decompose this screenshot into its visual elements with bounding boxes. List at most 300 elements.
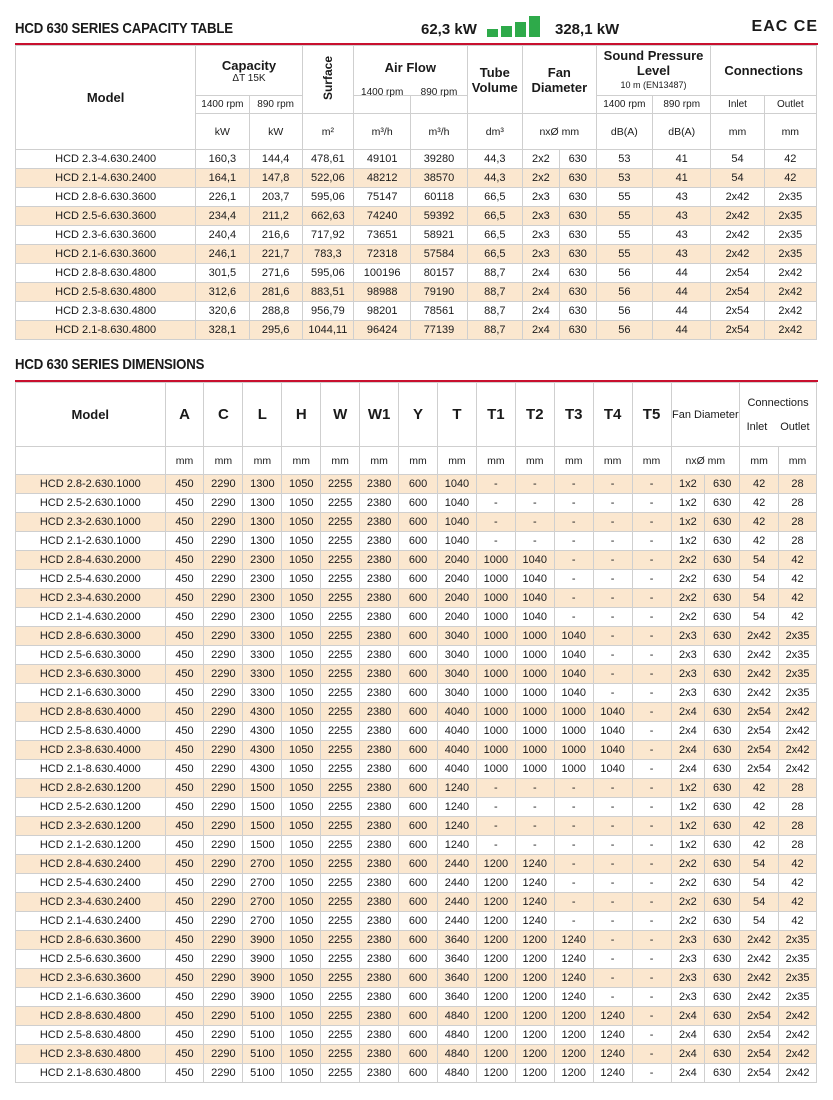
- value-cell: 630: [705, 551, 740, 570]
- value-cell: 1040: [593, 703, 632, 722]
- value-cell: 1200: [554, 1064, 593, 1083]
- model-cell: HCD 2.3-4.630.2400: [16, 893, 166, 912]
- value-cell: 1050: [282, 551, 321, 570]
- value-cell: 2x3: [671, 665, 705, 684]
- value-cell: 1050: [282, 931, 321, 950]
- value-cell: 630: [705, 741, 740, 760]
- value-cell: 2x2: [671, 589, 705, 608]
- value-cell: 44,3: [467, 169, 522, 188]
- value-cell: 1050: [282, 893, 321, 912]
- model-cell: HCD 2.3-4.630.2400: [16, 150, 196, 169]
- value-cell: -: [632, 874, 671, 893]
- value-cell: 450: [165, 855, 204, 874]
- value-cell: 956,79: [302, 302, 353, 321]
- value-cell: 4040: [437, 703, 476, 722]
- value-cell: 600: [399, 1045, 438, 1064]
- value-cell: 2290: [204, 703, 243, 722]
- value-cell: 2380: [360, 627, 399, 646]
- value-cell: 2700: [243, 874, 282, 893]
- value-cell: -: [632, 1007, 671, 1026]
- value-cell: 2255: [321, 836, 360, 855]
- capacity-row: [16, 245, 817, 264]
- model-cell: HCD 2.1-4.630.2400: [16, 912, 166, 931]
- value-cell: 630: [705, 570, 740, 589]
- kw-max: 328,1 kW: [555, 21, 620, 38]
- value-cell: 55: [596, 245, 652, 264]
- value-cell: 54: [740, 608, 779, 627]
- value-cell: 2x4: [671, 1045, 705, 1064]
- value-cell: 4040: [437, 760, 476, 779]
- value-cell: 630: [705, 912, 740, 931]
- header-cap-1400: 1400 rpm: [196, 96, 249, 114]
- value-cell: 271,6: [249, 264, 302, 283]
- value-cell: 450: [165, 494, 204, 513]
- value-cell: 2x2: [671, 912, 705, 931]
- model-cell: HCD 2.1-6.630.3600: [16, 988, 166, 1007]
- value-cell: 2255: [321, 722, 360, 741]
- value-cell: 77139: [411, 321, 467, 340]
- value-cell: 42: [740, 513, 779, 532]
- value-cell: 1040: [515, 608, 554, 627]
- value-cell: 203,7: [249, 188, 302, 207]
- header-sound-1400: 1400 rpm: [596, 96, 652, 114]
- value-cell: 2x42: [779, 703, 817, 722]
- value-cell: 1x2: [671, 513, 705, 532]
- dim-header-w1: W1: [360, 383, 399, 447]
- dim-header-l: L: [243, 383, 282, 447]
- value-cell: 1x2: [671, 532, 705, 551]
- value-cell: 1200: [515, 969, 554, 988]
- value-cell: -: [476, 836, 515, 855]
- model-cell: HCD 2.5-4.630.2400: [16, 874, 166, 893]
- value-cell: 2255: [321, 589, 360, 608]
- value-cell: -: [632, 703, 671, 722]
- value-cell: 2x4: [671, 722, 705, 741]
- value-cell: 288,8: [249, 302, 302, 321]
- value-cell: 1240: [437, 779, 476, 798]
- value-cell: 662,63: [302, 207, 353, 226]
- value-cell: 98988: [353, 283, 410, 302]
- dim-header-w: W: [321, 383, 360, 447]
- value-cell: 2x4: [671, 1007, 705, 1026]
- value-cell: 4300: [243, 741, 282, 760]
- value-cell: 1300: [243, 494, 282, 513]
- value-cell: 1050: [282, 722, 321, 741]
- value-cell: 2x35: [764, 188, 816, 207]
- value-cell: 600: [399, 570, 438, 589]
- value-cell: 1000: [554, 703, 593, 722]
- value-cell: 450: [165, 779, 204, 798]
- value-cell: 1240: [554, 969, 593, 988]
- value-cell: 450: [165, 1007, 204, 1026]
- value-cell: 450: [165, 912, 204, 931]
- value-cell: 60118: [411, 188, 467, 207]
- value-cell: 78561: [411, 302, 467, 321]
- value-cell: 450: [165, 760, 204, 779]
- dim-unit-model: [16, 447, 166, 475]
- dimensions-row: [16, 532, 817, 551]
- value-cell: 630: [705, 893, 740, 912]
- dimensions-row: [16, 779, 817, 798]
- value-cell: 28: [779, 494, 817, 513]
- value-cell: 450: [165, 1026, 204, 1045]
- unit-mm-1: mm: [711, 114, 764, 150]
- value-cell: 295,6: [249, 321, 302, 340]
- value-cell: 2290: [204, 779, 243, 798]
- kw-min: 62,3 kW: [421, 21, 477, 38]
- dimensions-title: HCD 630 SERIES DIMENSIONS: [15, 356, 205, 373]
- dimensions-row: [16, 760, 817, 779]
- dim-header-t3: T3: [554, 383, 593, 447]
- value-cell: -: [632, 988, 671, 1007]
- value-cell: 450: [165, 950, 204, 969]
- dim-unit-mm: mm: [360, 447, 399, 475]
- value-cell: 2380: [360, 779, 399, 798]
- certification-marks: EAC CE: [751, 18, 818, 35]
- value-cell: 2255: [321, 608, 360, 627]
- value-cell: -: [476, 532, 515, 551]
- value-cell: -: [632, 1064, 671, 1083]
- value-cell: 630: [705, 1064, 740, 1083]
- value-cell: 246,1: [196, 245, 249, 264]
- value-cell: 522,06: [302, 169, 353, 188]
- value-cell: -: [554, 893, 593, 912]
- value-cell: 2x42: [779, 741, 817, 760]
- value-cell: -: [476, 817, 515, 836]
- unit-dba-2: dB(A): [653, 114, 711, 150]
- value-cell: 1500: [243, 798, 282, 817]
- dimensions-row: [16, 741, 817, 760]
- value-cell: 2x4: [522, 302, 559, 321]
- value-cell: 2x3: [671, 627, 705, 646]
- dim-header-fan-diameter: Fan Diameter: [671, 383, 740, 447]
- value-cell: 164,1: [196, 169, 249, 188]
- value-cell: 54: [740, 570, 779, 589]
- dimensions-row: [16, 969, 817, 988]
- unit-m3h-1: m³/h: [353, 114, 410, 150]
- value-cell: 2380: [360, 874, 399, 893]
- value-cell: 2380: [360, 969, 399, 988]
- value-cell: 42: [740, 779, 779, 798]
- value-cell: 1050: [282, 969, 321, 988]
- dim-unit-mm: mm: [399, 447, 438, 475]
- value-cell: 1000: [476, 551, 515, 570]
- model-cell: HCD 2.1-8.630.4000: [16, 760, 166, 779]
- value-cell: 160,3: [196, 150, 249, 169]
- value-cell: 2290: [204, 1007, 243, 1026]
- value-cell: 630: [705, 646, 740, 665]
- value-cell: 1200: [476, 874, 515, 893]
- model-cell: HCD 2.8-4.630.2400: [16, 855, 166, 874]
- value-cell: 2255: [321, 475, 360, 494]
- dimensions-row: [16, 589, 817, 608]
- value-cell: 3040: [437, 684, 476, 703]
- value-cell: 630: [705, 836, 740, 855]
- value-cell: 2255: [321, 741, 360, 760]
- value-cell: 2x42: [764, 321, 816, 340]
- value-cell: 783,3: [302, 245, 353, 264]
- dimensions-row: [16, 836, 817, 855]
- capacity-table: [15, 45, 817, 340]
- value-cell: 1040: [437, 513, 476, 532]
- value-cell: 600: [399, 703, 438, 722]
- value-cell: 211,2: [249, 207, 302, 226]
- value-cell: 2x42: [779, 1045, 817, 1064]
- header-airflow: Air Flow: [353, 46, 467, 96]
- value-cell: 1000: [476, 665, 515, 684]
- value-cell: 600: [399, 931, 438, 950]
- value-cell: 595,06: [302, 188, 353, 207]
- value-cell: 450: [165, 836, 204, 855]
- dimensions-row: [16, 855, 817, 874]
- value-cell: -: [515, 836, 554, 855]
- value-cell: 2x42: [740, 665, 779, 684]
- value-cell: 2x2: [671, 608, 705, 627]
- model-cell: HCD 2.5-8.630.4000: [16, 722, 166, 741]
- value-cell: 2700: [243, 912, 282, 931]
- value-cell: -: [593, 608, 632, 627]
- value-cell: 2x54: [740, 1026, 779, 1045]
- value-cell: 2255: [321, 684, 360, 703]
- value-cell: 48212: [353, 169, 410, 188]
- header-cap-890: 890 rpm: [249, 96, 302, 114]
- value-cell: 450: [165, 532, 204, 551]
- value-cell: 1x2: [671, 817, 705, 836]
- value-cell: 717,92: [302, 226, 353, 245]
- value-cell: 2x54: [711, 264, 764, 283]
- value-cell: 240,4: [196, 226, 249, 245]
- value-cell: 2040: [437, 570, 476, 589]
- value-cell: 3300: [243, 665, 282, 684]
- value-cell: 2x42: [779, 1007, 817, 1026]
- value-cell: 1000: [476, 741, 515, 760]
- value-cell: 2x2: [522, 150, 559, 169]
- value-cell: 4840: [437, 1064, 476, 1083]
- value-cell: -: [554, 855, 593, 874]
- value-cell: 43: [653, 207, 711, 226]
- value-cell: 630: [559, 321, 596, 340]
- value-cell: 43: [653, 245, 711, 264]
- value-cell: 1x2: [671, 798, 705, 817]
- value-cell: 2x54: [740, 1007, 779, 1026]
- value-cell: 450: [165, 817, 204, 836]
- value-cell: 4300: [243, 760, 282, 779]
- value-cell: 54: [711, 169, 764, 188]
- value-cell: -: [632, 589, 671, 608]
- value-cell: 600: [399, 836, 438, 855]
- value-cell: 630: [705, 532, 740, 551]
- value-cell: 2290: [204, 760, 243, 779]
- value-cell: 2380: [360, 1045, 399, 1064]
- value-cell: 59392: [411, 207, 467, 226]
- value-cell: 1040: [515, 570, 554, 589]
- value-cell: -: [554, 532, 593, 551]
- value-cell: 2380: [360, 931, 399, 950]
- value-cell: 1000: [515, 646, 554, 665]
- model-cell: HCD 2.3-8.630.4800: [16, 302, 196, 321]
- value-cell: 2x4: [522, 283, 559, 302]
- value-cell: 600: [399, 722, 438, 741]
- value-cell: 630: [559, 169, 596, 188]
- value-cell: 28: [779, 532, 817, 551]
- value-cell: 42: [779, 893, 817, 912]
- dim-header-outlet: Outlet: [780, 421, 810, 433]
- value-cell: 2440: [437, 893, 476, 912]
- value-cell: -: [632, 836, 671, 855]
- value-cell: 2380: [360, 494, 399, 513]
- value-cell: 2255: [321, 988, 360, 1007]
- value-cell: 54: [711, 150, 764, 169]
- value-cell: -: [593, 893, 632, 912]
- value-cell: -: [632, 513, 671, 532]
- value-cell: 1040: [437, 532, 476, 551]
- value-cell: 88,7: [467, 321, 522, 340]
- value-cell: -: [515, 475, 554, 494]
- value-cell: 2x2: [671, 551, 705, 570]
- value-cell: 1000: [515, 684, 554, 703]
- value-cell: -: [632, 722, 671, 741]
- value-cell: 5100: [243, 1007, 282, 1026]
- value-cell: 54: [740, 874, 779, 893]
- dim-unit-mm: mm: [243, 447, 282, 475]
- value-cell: 2380: [360, 893, 399, 912]
- value-cell: 2x54: [711, 321, 764, 340]
- value-cell: 2255: [321, 760, 360, 779]
- value-cell: 2x42: [740, 684, 779, 703]
- value-cell: 54: [740, 551, 779, 570]
- capacity-title: HCD 630 SERIES CAPACITY TABLE: [15, 20, 233, 37]
- value-cell: 630: [705, 703, 740, 722]
- dimensions-row: [16, 627, 817, 646]
- value-cell: 1040: [437, 494, 476, 513]
- value-cell: 600: [399, 513, 438, 532]
- value-cell: 4840: [437, 1026, 476, 1045]
- value-cell: 53: [596, 169, 652, 188]
- value-cell: 3640: [437, 950, 476, 969]
- value-cell: 39280: [411, 150, 467, 169]
- model-cell: HCD 2.3-6.630.3000: [16, 665, 166, 684]
- value-cell: -: [632, 665, 671, 684]
- value-cell: 1200: [476, 1064, 515, 1083]
- model-cell: HCD 2.8-6.630.3600: [16, 931, 166, 950]
- unit-mm-2: mm: [764, 114, 816, 150]
- value-cell: 630: [705, 760, 740, 779]
- value-cell: 2x35: [779, 969, 817, 988]
- dim-header-t1: T1: [476, 383, 515, 447]
- value-cell: 1240: [515, 893, 554, 912]
- value-cell: -: [632, 817, 671, 836]
- header-sound-pressure: Sound Pressure Level 10 m (EN13487): [596, 46, 711, 96]
- value-cell: 49101: [353, 150, 410, 169]
- dim-header-model: Model: [16, 383, 166, 447]
- value-cell: 600: [399, 760, 438, 779]
- value-cell: 2380: [360, 703, 399, 722]
- value-cell: 2x3: [671, 931, 705, 950]
- value-cell: 2255: [321, 950, 360, 969]
- value-cell: 1050: [282, 874, 321, 893]
- value-cell: 55: [596, 207, 652, 226]
- value-cell: 1050: [282, 855, 321, 874]
- value-cell: 28: [779, 798, 817, 817]
- value-cell: 630: [705, 874, 740, 893]
- value-cell: 234,4: [196, 207, 249, 226]
- value-cell: 42: [779, 874, 817, 893]
- dimensions-row: [16, 817, 817, 836]
- value-cell: 1000: [515, 760, 554, 779]
- value-cell: 147,8: [249, 169, 302, 188]
- value-cell: -: [593, 646, 632, 665]
- value-cell: -: [632, 912, 671, 931]
- value-cell: 1000: [476, 684, 515, 703]
- value-cell: 600: [399, 627, 438, 646]
- value-cell: 1050: [282, 912, 321, 931]
- value-cell: 630: [705, 1007, 740, 1026]
- value-cell: 2x42: [740, 627, 779, 646]
- capacity-row: [16, 302, 817, 321]
- dimensions-row: [16, 1026, 817, 1045]
- value-cell: 630: [705, 1026, 740, 1045]
- value-cell: -: [632, 931, 671, 950]
- value-cell: -: [554, 551, 593, 570]
- value-cell: 2290: [204, 798, 243, 817]
- dimensions-row: [16, 608, 817, 627]
- value-cell: 2440: [437, 855, 476, 874]
- value-cell: 1200: [476, 1026, 515, 1045]
- value-cell: -: [554, 494, 593, 513]
- value-cell: 3900: [243, 931, 282, 950]
- value-cell: 2x2: [671, 570, 705, 589]
- model-cell: HCD 2.3-8.630.4000: [16, 741, 166, 760]
- value-cell: 2255: [321, 817, 360, 836]
- value-cell: 2x42: [740, 931, 779, 950]
- value-cell: 2380: [360, 646, 399, 665]
- value-cell: 88,7: [467, 302, 522, 321]
- value-cell: -: [593, 855, 632, 874]
- value-cell: 1050: [282, 494, 321, 513]
- value-cell: -: [632, 779, 671, 798]
- value-cell: 2x54: [740, 1045, 779, 1064]
- dimensions-row: [16, 570, 817, 589]
- value-cell: 600: [399, 969, 438, 988]
- value-cell: 2x42: [711, 188, 764, 207]
- value-cell: 2x3: [522, 245, 559, 264]
- value-cell: 1050: [282, 1007, 321, 1026]
- dim-header-t2: T2: [515, 383, 554, 447]
- value-cell: 630: [705, 665, 740, 684]
- value-cell: 57584: [411, 245, 467, 264]
- value-cell: 2380: [360, 836, 399, 855]
- dimensions-table-body: [16, 475, 817, 1083]
- value-cell: -: [476, 475, 515, 494]
- value-cell: 1050: [282, 1064, 321, 1083]
- value-cell: 2x3: [671, 646, 705, 665]
- value-cell: 600: [399, 798, 438, 817]
- model-cell: HCD 2.1-2.630.1000: [16, 532, 166, 551]
- value-cell: -: [632, 1045, 671, 1064]
- model-cell: HCD 2.5-2.630.1000: [16, 494, 166, 513]
- value-cell: 2290: [204, 741, 243, 760]
- value-cell: 1000: [476, 589, 515, 608]
- value-cell: 43: [653, 188, 711, 207]
- value-cell: -: [593, 494, 632, 513]
- value-cell: 1044,11: [302, 321, 353, 340]
- value-cell: 600: [399, 1007, 438, 1026]
- value-cell: 42: [779, 570, 817, 589]
- value-cell: 216,6: [249, 226, 302, 245]
- value-cell: 630: [705, 931, 740, 950]
- value-cell: 5100: [243, 1045, 282, 1064]
- model-cell: HCD 2.8-8.630.4800: [16, 1007, 166, 1026]
